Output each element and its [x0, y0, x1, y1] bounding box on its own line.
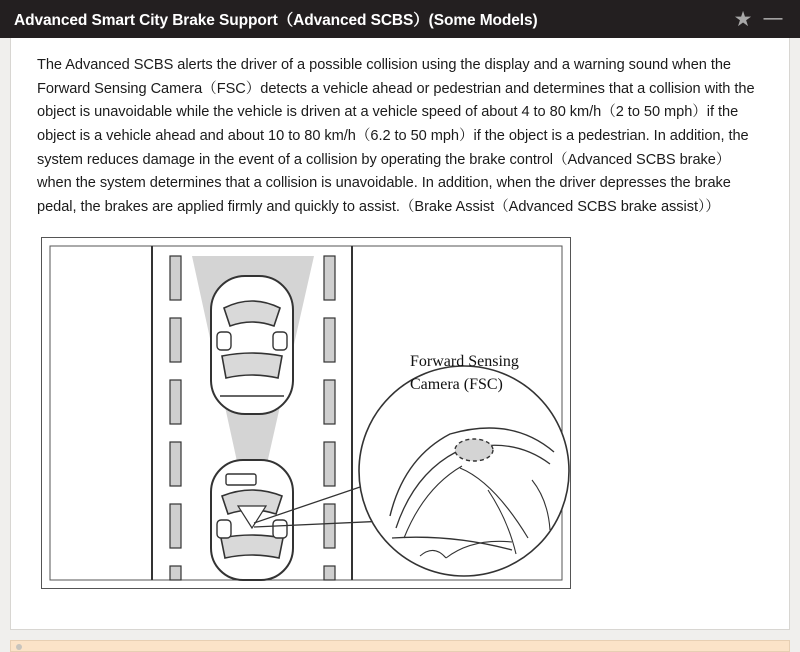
window-titlebar: [0, 0, 800, 38]
callout-label-line-2: Camera (FSC): [410, 376, 503, 394]
callout-label-line-1: Forward Sensing: [410, 353, 519, 371]
vehicle-ahead-icon: [211, 276, 293, 414]
star-icon[interactable]: ★: [733, 7, 753, 31]
bottom-highlight-strip: [10, 640, 790, 652]
document-content: [10, 38, 790, 630]
body-paragraph: The Advanced SCBS alerts the driver of a possible collision using the display and a warning sound when the Forward Sensing Camera（FSC）detects a vehicle ahead or pedestrian and determines that a collision with the object is unavoidable while the vehicle is driven at a vehicle speed of about 4 to 80 km/h（2 to 50 mph）if the object is a vehicle ahead and about 10 to 80 km/h（6.2 to 50 mph）if the object is a pedestrian. In addition, the system reduces damage in the event of a collision by operating the brake control（Advanced SCBS brake）when the system determines that a collision is unavoidable. In addition, when the driver depresses the brake pedal, the brakes are applied firmly and quickly to assist.（Brake Assist（Advanced SCBS brake assist））: [37, 57, 755, 215]
minimize-icon[interactable]: —: [763, 8, 783, 29]
scroll-indicator-dot[interactable]: [16, 644, 22, 650]
page-title: Advanced Smart City Brake Support（Advanced SCBS）(Some Models): [14, 12, 538, 29]
diagram-svg: [42, 238, 570, 588]
figure-advanced-scbs-diagram: [41, 237, 571, 589]
fsc-unit-shape: [455, 439, 493, 461]
subject-vehicle-icon: [211, 460, 293, 580]
